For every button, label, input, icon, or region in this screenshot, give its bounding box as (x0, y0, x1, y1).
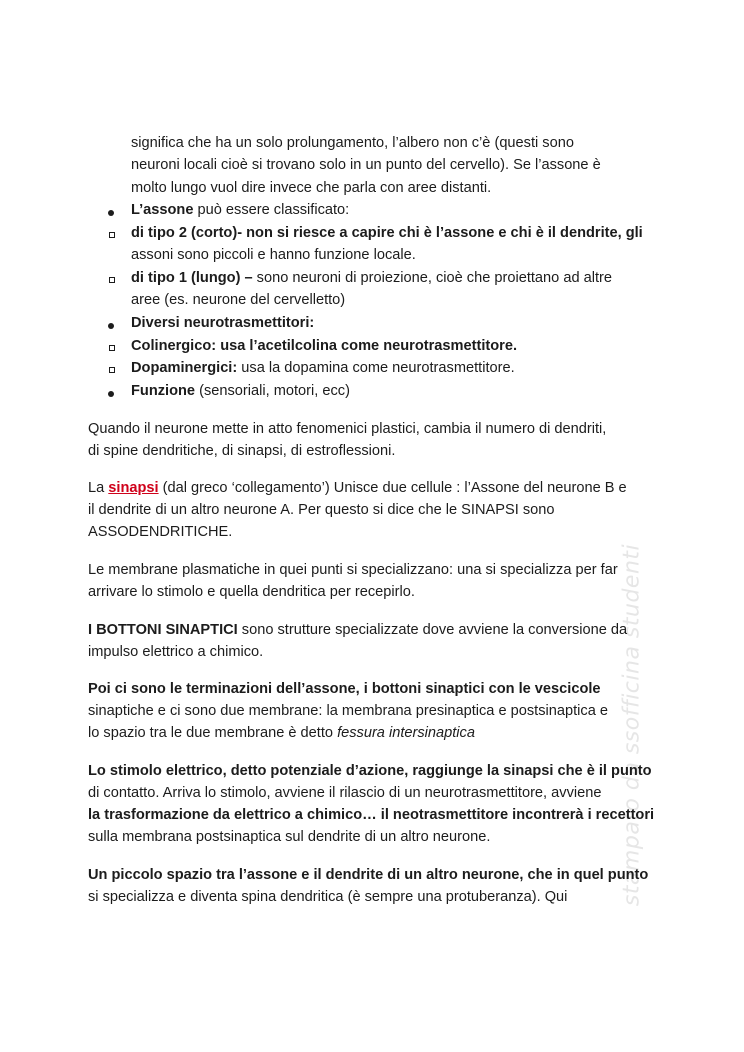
watermark: stampato da ssofficina studenti (619, 543, 645, 907)
paragraph-line: si specializza e diventa spina dendritica (è sempre una protuberanza). Qui (88, 889, 568, 905)
list-item-colinergico: Colinergico: usa l’acetilcolina come neurotrasmettitore. (131, 338, 518, 354)
paragraph-line: I BOTTONI SINAPTICI sono strutture specializzate dove avviene la conversione da (88, 622, 628, 638)
paragraph-line: ASSODENDRITICHE. (88, 524, 233, 540)
paragraph-line: Le membrane plasmatiche in quei punti si specializzano: una si specializza per far (88, 562, 618, 578)
bullet-icon (108, 210, 114, 216)
paragraph-line: di spine dendritiche, di sinapsi, di estroflessioni. (88, 443, 396, 459)
list-item-neurotrasmettitori: Diversi neurotrasmettitori: (131, 315, 315, 331)
sinapsi-link[interactable]: sinapsi (108, 480, 159, 496)
list-item-funzione: Funzione (sensoriali, motori, ecc) (131, 383, 350, 399)
list-item-assone: L’assone può essere classificato: (131, 202, 350, 218)
paragraph-line: Un piccolo spazio tra l’assone e il dendrite di un altro neurone, che in quel punto (88, 867, 649, 883)
list-item-tipo1-cont: aree (es. neurone del cervelletto) (131, 292, 346, 308)
list-item-tipo2: di tipo 2 (corto)- non si riesce a capire chi è l’assone e chi è il dendrite, gli (131, 225, 643, 241)
paragraph-line: Quando il neurone mette in atto fenomenici plastici, cambia il numero di dendriti, (88, 421, 607, 437)
paragraph-line: di contatto. Arriva lo stimolo, avviene il rilascio di un neurotrasmettitore, avviene (88, 785, 602, 801)
paragraph-line: sulla membrana postsinaptica sul dendrite di un altro neurone. (88, 829, 491, 845)
square-bullet-icon (109, 345, 115, 351)
paragraph-line: Lo stimolo elettrico, detto potenziale d’azione, raggiunge la sinapsi che è il punto (88, 763, 652, 779)
square-bullet-icon (109, 232, 115, 238)
bullet-icon (108, 323, 114, 329)
paragraph-line: sinaptiche e ci sono due membrane: la membrana presinaptica e postsinaptica e (88, 703, 608, 719)
paragraph-line: lo spazio tra le due membrane è detto fessura intersinaptica (88, 725, 475, 741)
list-item-dopaminergici: Dopaminergici: usa la dopamina come neurotrasmettitore. (131, 360, 515, 376)
paragraph-line: Poi ci sono le terminazioni dell’assone, i bottoni sinaptici con le vescicole (88, 681, 601, 697)
paragraph-line: il dendrite di un altro neurone A. Per questo si dice che le SINAPSI sono (88, 502, 555, 518)
list-item-tipo1: di tipo 1 (lungo) – sono neuroni di proiezione, cioè che proiettano ad altre (131, 270, 613, 286)
intro-line: significa che ha un solo prolungamento, l’albero non c’è (questi sono (131, 135, 574, 151)
square-bullet-icon (109, 367, 115, 373)
intro-line: neuroni locali cioè si trovano solo in un punto del cervello). Se l’assone è (131, 157, 601, 173)
paragraph-line: La sinapsi (dal greco ‘collegamento’) Unisce due cellule : l’Assone del neurone B e (88, 480, 627, 496)
square-bullet-icon (109, 277, 115, 283)
list-item-tipo2-cont: assoni sono piccoli e hanno funzione locale. (131, 247, 416, 263)
paragraph-line: la trasformazione da elettrico a chimico… il neotrasmettitore incontrerà i recettori (88, 807, 655, 823)
paragraph-line: impulso elettrico a chimico. (88, 644, 264, 660)
bullet-icon (108, 391, 114, 397)
paragraph-line: arrivare lo stimolo e quella dendritica per recepirlo. (88, 584, 415, 600)
intro-line: molto lungo vuol dire invece che parla con aree distanti. (131, 180, 492, 196)
